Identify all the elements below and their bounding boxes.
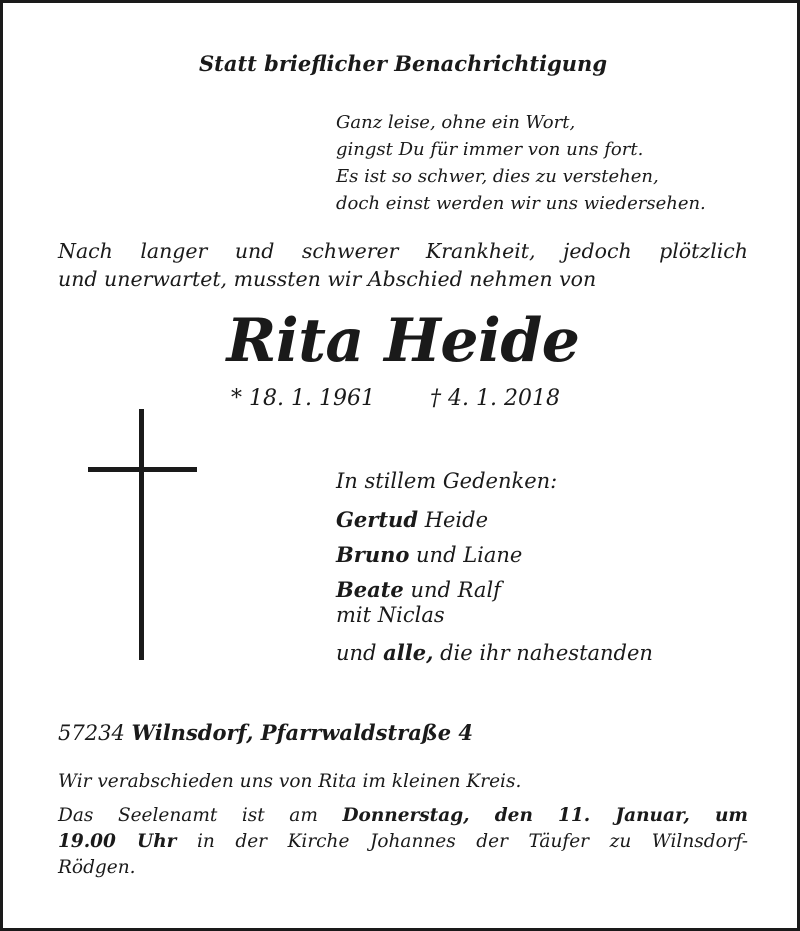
mourner-entry (336, 507, 488, 532)
service-info (58, 803, 748, 881)
closing-line: Wir verabschieden uns von Rita im kleinen Kreis. (58, 771, 522, 792)
service-line (58, 803, 748, 829)
postcode: 57234 (58, 721, 125, 745)
intro-line: Nach langer und schwerer Krankheit, jedoch plötzlich (58, 239, 748, 263)
deceased-name: Rita Heide (226, 306, 580, 376)
address (58, 720, 473, 745)
mourner-sub: mit Niclas (336, 603, 445, 627)
poem (336, 109, 706, 217)
death-date: † 4. 1. 2018 (430, 386, 560, 411)
mourner-name: Gertud (336, 507, 419, 532)
mourner-entry (336, 542, 522, 567)
mourner-entry (336, 640, 653, 665)
service-line (58, 829, 748, 855)
poem-line: gingst Du für immer von uns fort. (336, 139, 644, 160)
poem-line: doch einst werden wir uns wiedersehen. (336, 193, 706, 214)
service-text: in der Kirche Johannes der Täufer zu Wilnsdorf- (176, 831, 748, 852)
mourner-rest: die ihr nahestanden (433, 641, 653, 665)
mourner-pre: und (336, 641, 384, 665)
cross-icon (139, 409, 144, 660)
street: Wilnsdorf, Pfarrwaldstraße 4 (131, 720, 474, 745)
birth-date: * 18. 1. 1961 (231, 386, 375, 411)
service-text: Das Seelenamt ist am (58, 805, 343, 826)
intro-text (58, 237, 748, 293)
mourner-entry (336, 577, 501, 602)
mourner-rest: und Liane (409, 543, 523, 567)
service-time: 19.00 Uhr (58, 831, 177, 852)
mourner-name: Beate (336, 577, 404, 602)
mourner-rest: und Ralf (403, 578, 501, 602)
service-line: Rödgen. (58, 857, 136, 878)
service-date: Donnerstag, den 11. Januar, um (342, 805, 748, 826)
notice-header: Statt brieflicher Benachrichtigung (198, 51, 608, 76)
mourners-heading: In stillem Gedenken: (336, 469, 558, 493)
cross-icon-bar (88, 467, 197, 472)
mourner-rest: Heide (418, 508, 489, 532)
intro-line: und unerwartet, mussten wir Abschied nehmen von (58, 267, 597, 291)
poem-line: Es ist so schwer, dies zu verstehen, (336, 166, 659, 187)
mourner-name: alle, (383, 640, 434, 665)
poem-line: Ganz leise, ohne ein Wort, (336, 112, 576, 133)
mourner-name: Bruno (336, 542, 410, 567)
